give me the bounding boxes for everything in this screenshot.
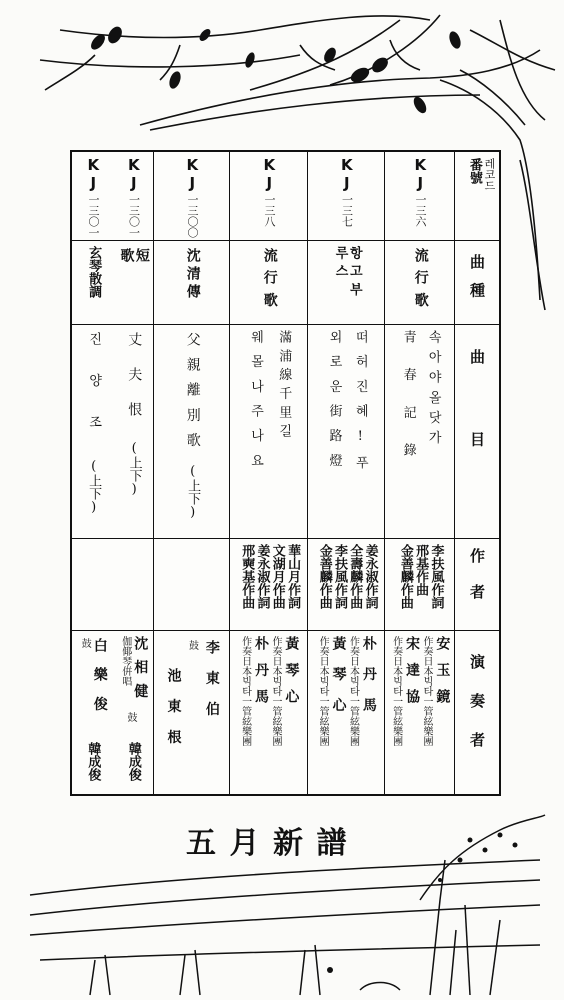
author-credit: 邢基作曲 bbox=[413, 544, 429, 596]
author-cell bbox=[155, 538, 229, 630]
song-title-cell bbox=[309, 324, 384, 538]
record-number-cell bbox=[386, 152, 454, 240]
performer-name: 李東伯 bbox=[203, 640, 220, 733]
genre-text: 流行歌 bbox=[412, 248, 429, 316]
performer-credit: 作奏日本빅타一管絃樂團 bbox=[347, 636, 359, 746]
performer-cell bbox=[231, 630, 307, 794]
drummer-credit-row bbox=[72, 742, 153, 792]
record-number-cell bbox=[309, 152, 384, 240]
performer-name: 朴丹馬 bbox=[253, 636, 269, 716]
song-title-cell bbox=[386, 324, 454, 538]
song-title-cell bbox=[155, 324, 229, 538]
author-credit: 姜永淑作詞 bbox=[362, 544, 378, 609]
genre-cell bbox=[231, 240, 307, 324]
performer-credit: 作奏日本빅타一管絃樂團 bbox=[239, 636, 251, 746]
record-number: 一三六 bbox=[414, 194, 428, 227]
song-title-suffix: (上下) bbox=[86, 458, 102, 515]
genre-text: 항고부루스 bbox=[332, 246, 362, 301]
author-credit: 全壽麟作曲 bbox=[347, 544, 363, 609]
record-prefix: KJ bbox=[411, 156, 430, 192]
header-song-title-cell bbox=[456, 324, 499, 538]
author-credit: 李扶風作詞 bbox=[428, 544, 444, 609]
record-number: 一三八 bbox=[263, 194, 277, 227]
header-performer: 演奏者 bbox=[468, 653, 486, 771]
author-cell bbox=[231, 538, 307, 630]
record-number-cell bbox=[114, 152, 153, 240]
author-credit: 文湖月作曲 bbox=[269, 544, 285, 609]
song-title-cell bbox=[72, 324, 114, 538]
record-prefix: KJ bbox=[260, 156, 279, 192]
genre-cell bbox=[114, 240, 153, 324]
page-title: 五月新譜 bbox=[186, 826, 360, 861]
song-title: 父親離別歌 bbox=[184, 332, 201, 458]
author-credit: 姜永淑作詞 bbox=[254, 544, 270, 609]
performer-credit: 作奏日本빅타一管絃樂團 bbox=[317, 636, 329, 746]
author-credit: 金善麟作曲 bbox=[397, 544, 413, 609]
author-cell bbox=[386, 538, 454, 630]
record-number-cell bbox=[231, 152, 307, 240]
genre-text: 流行歌 bbox=[261, 248, 278, 316]
column-divider bbox=[384, 152, 385, 794]
song-title-cell bbox=[114, 324, 153, 538]
record-prefix: KJ bbox=[337, 156, 356, 192]
performer-credit: 作奏日本빅타一管絃樂團 bbox=[421, 636, 432, 746]
performer-name: 韓成俊 bbox=[85, 742, 101, 781]
genre-text: 沈清傳 bbox=[184, 248, 201, 303]
header-record-number: 番號 bbox=[466, 158, 482, 184]
performer-name: 黃琴心 bbox=[330, 636, 347, 729]
song-title: 떠허진혜!푸 bbox=[352, 330, 368, 481]
author-cell bbox=[309, 538, 384, 630]
record-number: 一三〇〇 bbox=[186, 194, 200, 238]
song-title: 青春記錄 bbox=[400, 330, 416, 481]
header-author: 作者 bbox=[468, 548, 486, 620]
performer-cell bbox=[309, 630, 384, 794]
performer-credit: 伽倻琴倂唱 bbox=[119, 636, 131, 686]
record-number-cell bbox=[155, 152, 229, 240]
performer-name: 朴丹馬 bbox=[360, 636, 377, 729]
performer-credit: 作奏日本빅타一管絃樂團 bbox=[390, 636, 402, 746]
genre-cell bbox=[386, 240, 454, 324]
author-cell bbox=[72, 538, 153, 630]
genre-text: 短歌 bbox=[118, 248, 150, 293]
record-number: 一三〇一 bbox=[87, 194, 101, 238]
record-listing-table bbox=[70, 150, 501, 796]
record-number: 一三七 bbox=[340, 194, 354, 227]
song-title: 滿浦線千里길 bbox=[276, 330, 292, 444]
author-credit: 華山月作詞 bbox=[285, 544, 301, 609]
header-record-number-cell bbox=[456, 152, 499, 240]
performer-credit: 鼓 bbox=[125, 712, 136, 722]
column-divider bbox=[307, 152, 308, 794]
song-title: 웨몰나주나요 bbox=[248, 330, 263, 479]
record-prefix: KJ bbox=[124, 156, 143, 192]
performer-name: 沈相健 bbox=[132, 636, 149, 708]
column-divider bbox=[153, 152, 154, 794]
record-prefix: KJ bbox=[183, 156, 202, 192]
song-title: 외로운街路燈 bbox=[326, 330, 342, 479]
record-number: 一三〇一 bbox=[127, 194, 141, 238]
song-title-suffix: (上下) bbox=[185, 464, 201, 520]
song-title: 丈夫恨 bbox=[126, 332, 143, 437]
genre-text: 玄琴散調 bbox=[86, 246, 102, 298]
header-song-title: 曲目 bbox=[468, 348, 486, 514]
performer-cell bbox=[386, 630, 454, 794]
author-credit: 李扶風作詞 bbox=[332, 544, 347, 609]
author-credit: 邢奭基作曲 bbox=[239, 544, 255, 609]
performer-name: 白樂俊 bbox=[91, 638, 108, 727]
performer-credit: 鼓 bbox=[79, 638, 91, 648]
header-performer-cell bbox=[456, 630, 499, 794]
header-genre-cell bbox=[456, 240, 499, 324]
genre-cell bbox=[309, 240, 384, 324]
performer-name: 安玉鏡 bbox=[434, 636, 451, 716]
song-title: 진양조 bbox=[86, 332, 102, 457]
genre-cell bbox=[72, 240, 114, 324]
record-number-cell bbox=[72, 152, 114, 240]
header-author-cell bbox=[456, 538, 499, 630]
column-divider bbox=[229, 152, 230, 794]
song-title-cell bbox=[231, 324, 307, 538]
performer-credit: 作奏日本빅타一管絃樂團 bbox=[270, 636, 281, 746]
song-title: 속아야올닷가 bbox=[425, 330, 441, 451]
song-title-suffix: (上下) bbox=[126, 441, 142, 497]
performer-name: 黃琴心 bbox=[283, 636, 300, 716]
record-prefix: KJ bbox=[84, 156, 103, 192]
performer-cell bbox=[155, 630, 229, 794]
performer-credit: 鼓 bbox=[186, 640, 198, 650]
column-divider bbox=[454, 152, 455, 794]
author-credit: 金善麟作曲 bbox=[316, 544, 332, 609]
performer-name: 宋達協 bbox=[404, 636, 420, 716]
performer-name: 韓成俊 bbox=[125, 742, 141, 781]
header-genre: 曲種 bbox=[468, 253, 486, 311]
genre-cell bbox=[155, 240, 229, 324]
header-record-label: 레코드 bbox=[483, 158, 496, 191]
performer-name: 池東根 bbox=[165, 668, 182, 761]
